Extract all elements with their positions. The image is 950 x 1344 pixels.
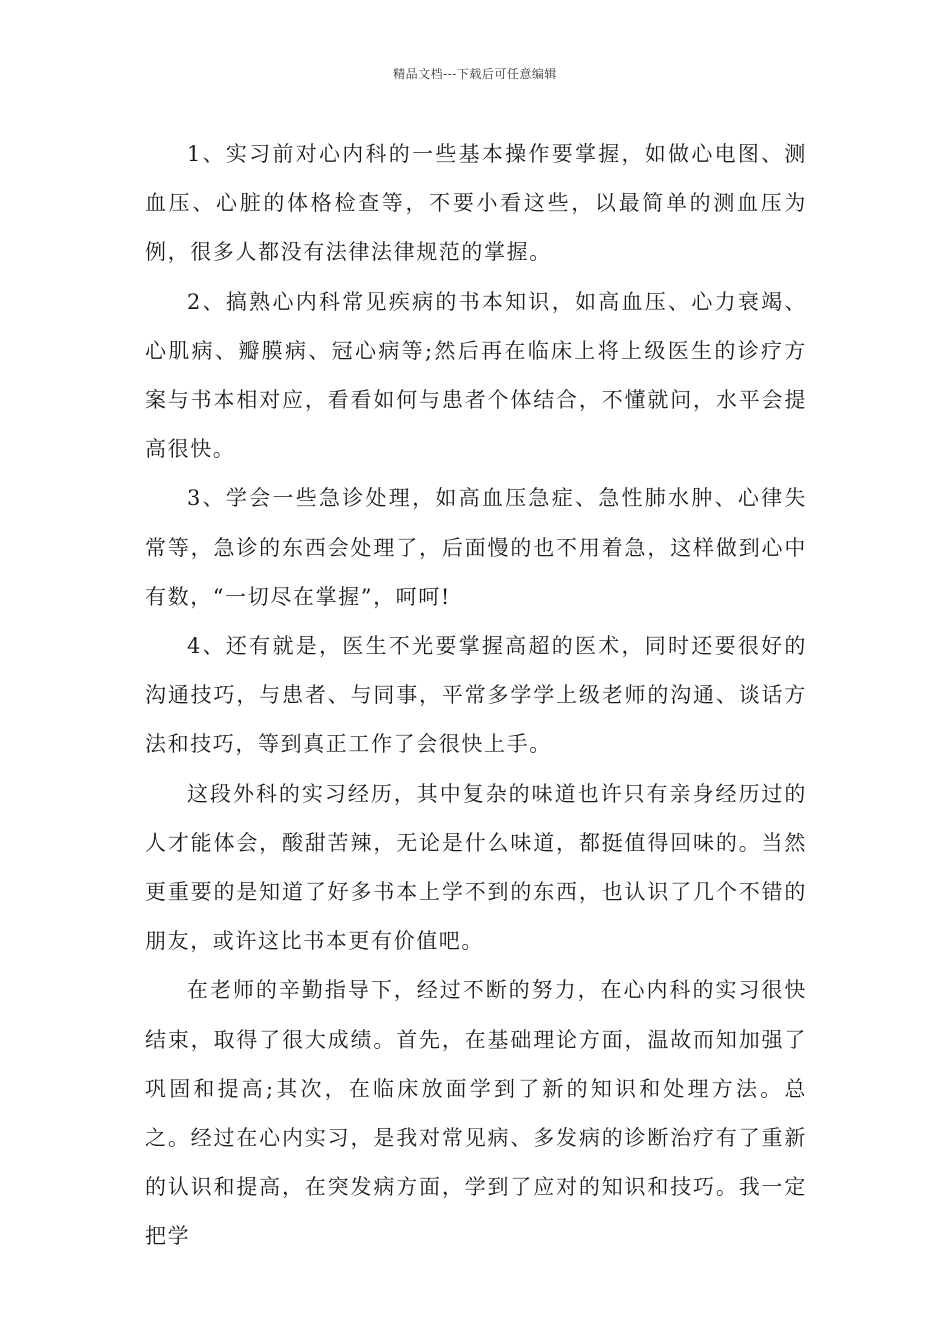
paragraph-reflection: 这段外科的实习经历，其中复杂的味道也许只有亲身经历过的人才能体会，酸甜苦辣，无论是什么味道，都挺值得回味的。当然更重要的是知道了好多书本上学不到的东西，也认识了几个不错的朋友，或许这比书本更有价值吧。 bbox=[145, 781, 807, 954]
page-header: 精品文档---下载后可任意编辑 bbox=[393, 67, 557, 81]
paragraph-item-4: 4、还有就是，医生不光要掌握高超的医术，同时还要很好的沟通技巧，与患者、与同事，平常多学学上级老师的沟通、谈话方法和技巧，等到真正工作了会很快上手。 bbox=[145, 634, 807, 757]
document-body bbox=[145, 130, 807, 1262]
paragraph-summary: 在老师的辛勤指导下，经过不断的努力，在心内科的实习很快结束，取得了很大成绩。首先，在基础理论方面，温故而知加强了巩固和提高;其次，在临床放面学到了新的知识和处理方法。总之。经过在心内实习，是我对常见病、多发病的诊断治疗有了重新的认识和提高，在突发病方面，学到了应对的知识和技巧。我一定把学 bbox=[145, 978, 807, 1249]
paragraph-item-1: 1、实习前对心内科的一些基本操作要掌握，如做心电图、测血压、心脏的体格检查等，不要小看这些，以最简单的测血压为例，很多人都没有法律法律规范的掌握。 bbox=[145, 142, 807, 265]
paragraph-item-3: 3、学会一些急诊处理，如高血压急症、急性肺水肿、心律失常等，急诊的东西会处理了，后面慢的也不用着急，这样做到心中有数，“一切尽在掌握”，呵呵! bbox=[145, 486, 807, 609]
paragraph-item-2: 2、搞熟心内科常见疾病的书本知识，如高血压、心力衰竭、心肌病、瓣膜病、冠心病等;然后再在临床上将上级医生的诊疗方案与书本相对应，看看如何与患者个体结合，不懂就问，水平会提高很快。 bbox=[145, 289, 807, 462]
